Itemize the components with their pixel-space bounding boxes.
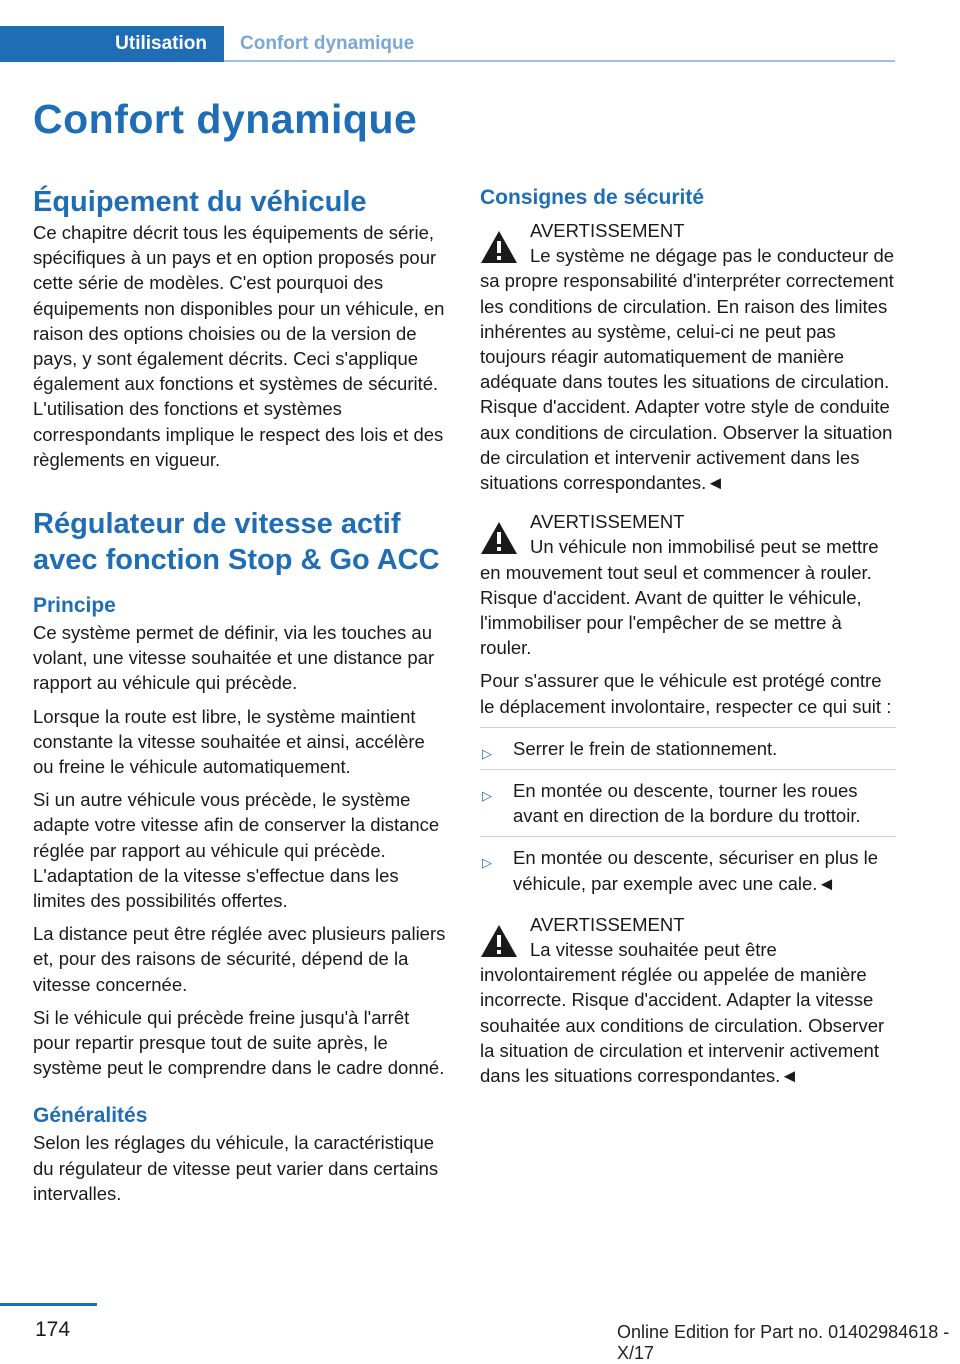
principe-heading: Principe: [33, 594, 116, 618]
principe-paragraph-2: Lorsque la route est libre, le système maintient constante la vitesse souhaitée et ainsi, accélère ou freine le véhicule automatiquement.: [33, 705, 425, 778]
warning-followup: Pour s'assurer que le véhicule est protégé contre le déplacement involontaire, respecter ce qui suit :: [480, 670, 892, 717]
warning-text: La vitesse souhaitée peut être involontairement réglée ou appelée de manière incorrecte. Risque d'accident. Adapter la vitesse souhaitée aux conditions de circulation. Observer la situation de circulation et intervenir activement dans les situations correspondantes.◄: [480, 939, 885, 1087]
right-column: [480, 184, 896, 1096]
safety-heading: Consignes de sécurité: [480, 186, 705, 209]
warning-block-3: [480, 912, 896, 1088]
warning-text: Le système ne dégage pas le conducteur de sa propre responsabilité d'interpréter correctement les conditions de circulation. En raison des limites inhérentes au système, celui-ci ne peut pas toujours réagir automatiquement de manière adéquate dans toutes les situations de circulation. Risque d'accident. Adapter votre style de conduite aux conditions de circulation. Observer la situation de circulation et intervenir activement dans les situations correspondantes.◄: [480, 245, 895, 494]
warning-block-2: [480, 509, 896, 660]
equipment-heading: Équipement du véhicule: [33, 186, 367, 218]
warning-text: Un véhicule non immobilisé peut se mettre en mouvement tout seul et commencer à rouler. Risque d'accident. Avant de quitter le véhicule, l'immobiliser pour l'empêcher de se mettre à rouler.: [480, 536, 879, 659]
triangle-bullet-icon: ▷: [482, 855, 492, 871]
footer-accent-line: [0, 1303, 97, 1306]
page-number: 174: [35, 1318, 71, 1341]
left-column: [33, 184, 449, 1214]
page-title: Confort dynamique: [33, 96, 418, 142]
equipment-text: Ce chapitre décrit tous les équipements de série, spécifiques à un pays et en option proposés pour cette série de modèles. C'est pourquoi des équipements non disponibles pour un véhicule, en raison des options choisies ou de la version de pays, y sont également décrits. Ceci s'applique également aux fonctions et systèmes de sécurité. L'utilisation des fonctions et systèmes correspondants implique le respect des lois et des règlements en vigueur.: [33, 222, 445, 470]
warning-block-1: [480, 218, 896, 495]
warning-title: AVERTISSEMENT: [530, 220, 685, 241]
acc-heading: Régulateur de vitesse actif avec fonction Stop & Go ACC: [33, 508, 440, 577]
tab-utilisation[interactable]: Utilisation: [0, 26, 224, 62]
safety-bullet-list: [480, 727, 896, 904]
principe-paragraph-5: Si le véhicule qui précède freine jusqu'à l'arrêt pour repartir presque tout de suite après, le système peut le comprendre dans le cadre donné.: [33, 1006, 445, 1079]
triangle-bullet-icon: ▷: [482, 788, 492, 804]
warning-triangle-icon: [480, 521, 518, 555]
triangle-bullet-icon: ▷: [482, 745, 492, 761]
header-divider: [224, 60, 895, 62]
generalites-heading: Généralités: [33, 1104, 148, 1128]
principe-paragraph-3: Si un autre véhicule vous précède, le système adapte votre vitesse afin de conserver la distance réglée par rapport au véhicule qui précède. L'adaptation de la vitesse s'effectue dans les limites des possibilités offertes.: [33, 789, 440, 912]
principe-paragraph-1: Ce système permet de définir, via les touches au volant, une vitesse souhaitée et une distance par rapport au véhicule qui précède.: [33, 622, 435, 694]
tab-confort-dynamique[interactable]: Confort dynamique: [240, 33, 415, 54]
principe-paragraph-4: La distance peut être réglée avec plusieurs paliers et, pour des raisons de sécurité, dépend de la vitesse concernée.: [33, 923, 446, 995]
header-tabbar: [0, 26, 895, 62]
edition-label: Online Edition for Part no. 01402984618 - X/17: [617, 1322, 950, 1363]
warning-title: AVERTISSEMENT: [530, 511, 685, 533]
list-item: ▷ En montée ou descente, tourner les roues avant en direction de la bordure du trottoir.: [480, 770, 896, 837]
list-item: ▷ Serrer le frein de stationnement.: [480, 728, 896, 770]
warning-triangle-icon: [480, 230, 518, 264]
generalites-text: Selon les réglages du véhicule, la caractéristique du régulateur de vitesse peut varier dans certains intervalles.: [33, 1132, 439, 1204]
list-item: ▷ En montée ou descente, sécuriser en plus le véhicule, par exemple avec une cale.◄: [482, 847, 879, 894]
warning-title: AVERTISSEMENT: [530, 913, 685, 935]
warning-triangle-icon: [480, 924, 518, 958]
